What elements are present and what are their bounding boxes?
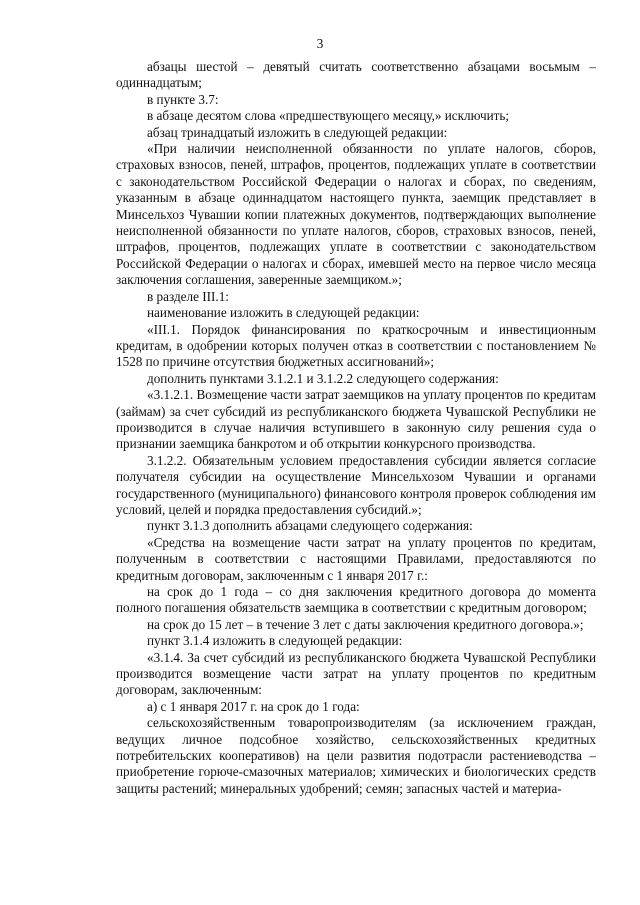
paragraph: в разделе III.1: xyxy=(147,288,229,304)
paragraph: пункт 3.1.3 дополнить абзацами следующего содержания: xyxy=(147,518,473,534)
paragraph: абзацы шестой – девятый считать соответственно абзацами восьмым – одиннадцатым; xyxy=(116,59,596,91)
paragraph: «При наличии неисполненной обязанности по уплате налогов, сборов, страховых взносов, пеней, штрафов, процентов, подлежащих уплате в соответствии с законодательством Российской Федерации о налогах и сборах, по сведениям, указанным в абзаце одиннадцатом настоящего пункта, заемщик представляет в Минсельхоз Чувашии копии платежных документов, подтверждающих выполнение неисполненной обязанности по уплате налогов, сборов, страховых взносов, пеней, штрафов, процентов, подлежащих уплате в соответствии с законодательством Российской Федерации о налогах и сборах, имевшей место на первое число месяца заключения соглашения, заверенные заемщиком.»; xyxy=(116,141,596,288)
paragraph: наименование изложить в следующей редакции: xyxy=(147,305,420,321)
paragraph: на срок до 1 года – со дня заключения кредитного договора до момента полного погашения обязательств заемщика в соответствии с кредитным договором; xyxy=(116,584,596,616)
paragraph: а) с 1 января 2017 г. на срок до 1 года: xyxy=(147,698,360,714)
paragraph: в абзаце десятом слова «предшествующего месяцу,» исключить; xyxy=(147,108,510,124)
paragraph: абзац тринадцатый изложить в следующей редакции: xyxy=(147,124,448,140)
paragraph: на срок до 15 лет – в течение 3 лет с даты заключения кредитного договора.»; xyxy=(147,616,584,632)
paragraph: «III.1. Порядок финансирования по краткосрочным и инвестиционным кредитам, в одобрении которых получен отказ в соответствии с постановлением № 1528 по причине отсутствия бюджетных ассигнований»; xyxy=(116,321,596,370)
paragraph: сельскохозяйственным товаропроизводителям (за исключением граждан, ведущих личное подсобное хозяйство, сельскохозяйственных кредитных потребительских кооперативов) на цели развития подотрасли растениеводства – приобретение горюче-смазочных материалов; химических и биологических средств защиты растений; минеральных удобрений; семян; запасных частей и материа- xyxy=(116,715,596,796)
page-number: 3 xyxy=(316,36,324,51)
paragraph: «3.1.4. За счет субсидий из республиканского бюджета Чувашской Республики производится возмещение части затрат на уплату процентов по кредитным договорам, заключенным: xyxy=(116,649,596,698)
paragraph: 3.1.2.2. Обязательным условием предоставления субсидии является согласие получателя субсидии на осуществление Минсельхозом Чувашии и органами государственного (муниципального) финансового контроля проверок соблюдения им условий, целей и порядка предоставления субсидий.»; xyxy=(116,452,596,517)
paragraph: дополнить пунктами 3.1.2.1 и 3.1.2.2 следующего содержания: xyxy=(147,370,499,386)
document-body xyxy=(116,59,596,797)
paragraph: «3.1.2.1. Возмещение части затрат заемщиков на уплату процентов по кредитам (займам) за счет субсидий из республиканского бюджета Чувашской Республики не производится в случае наличия вступившего в законную силу решения суда о признании заемщика банкротом и об открытии конкурсного производства. xyxy=(116,387,596,452)
paragraph: пункт 3.1.4 изложить в следующей редакции: xyxy=(147,633,403,649)
paragraph: «Средства на возмещение части затрат на уплату процентов по кредитам, полученным в соответствии с настоящими Правилами, предоставляются по кредитным договорам, заключенным с 1 января 2017 г.: xyxy=(116,534,596,583)
paragraph: в пункте 3.7: xyxy=(147,91,219,107)
